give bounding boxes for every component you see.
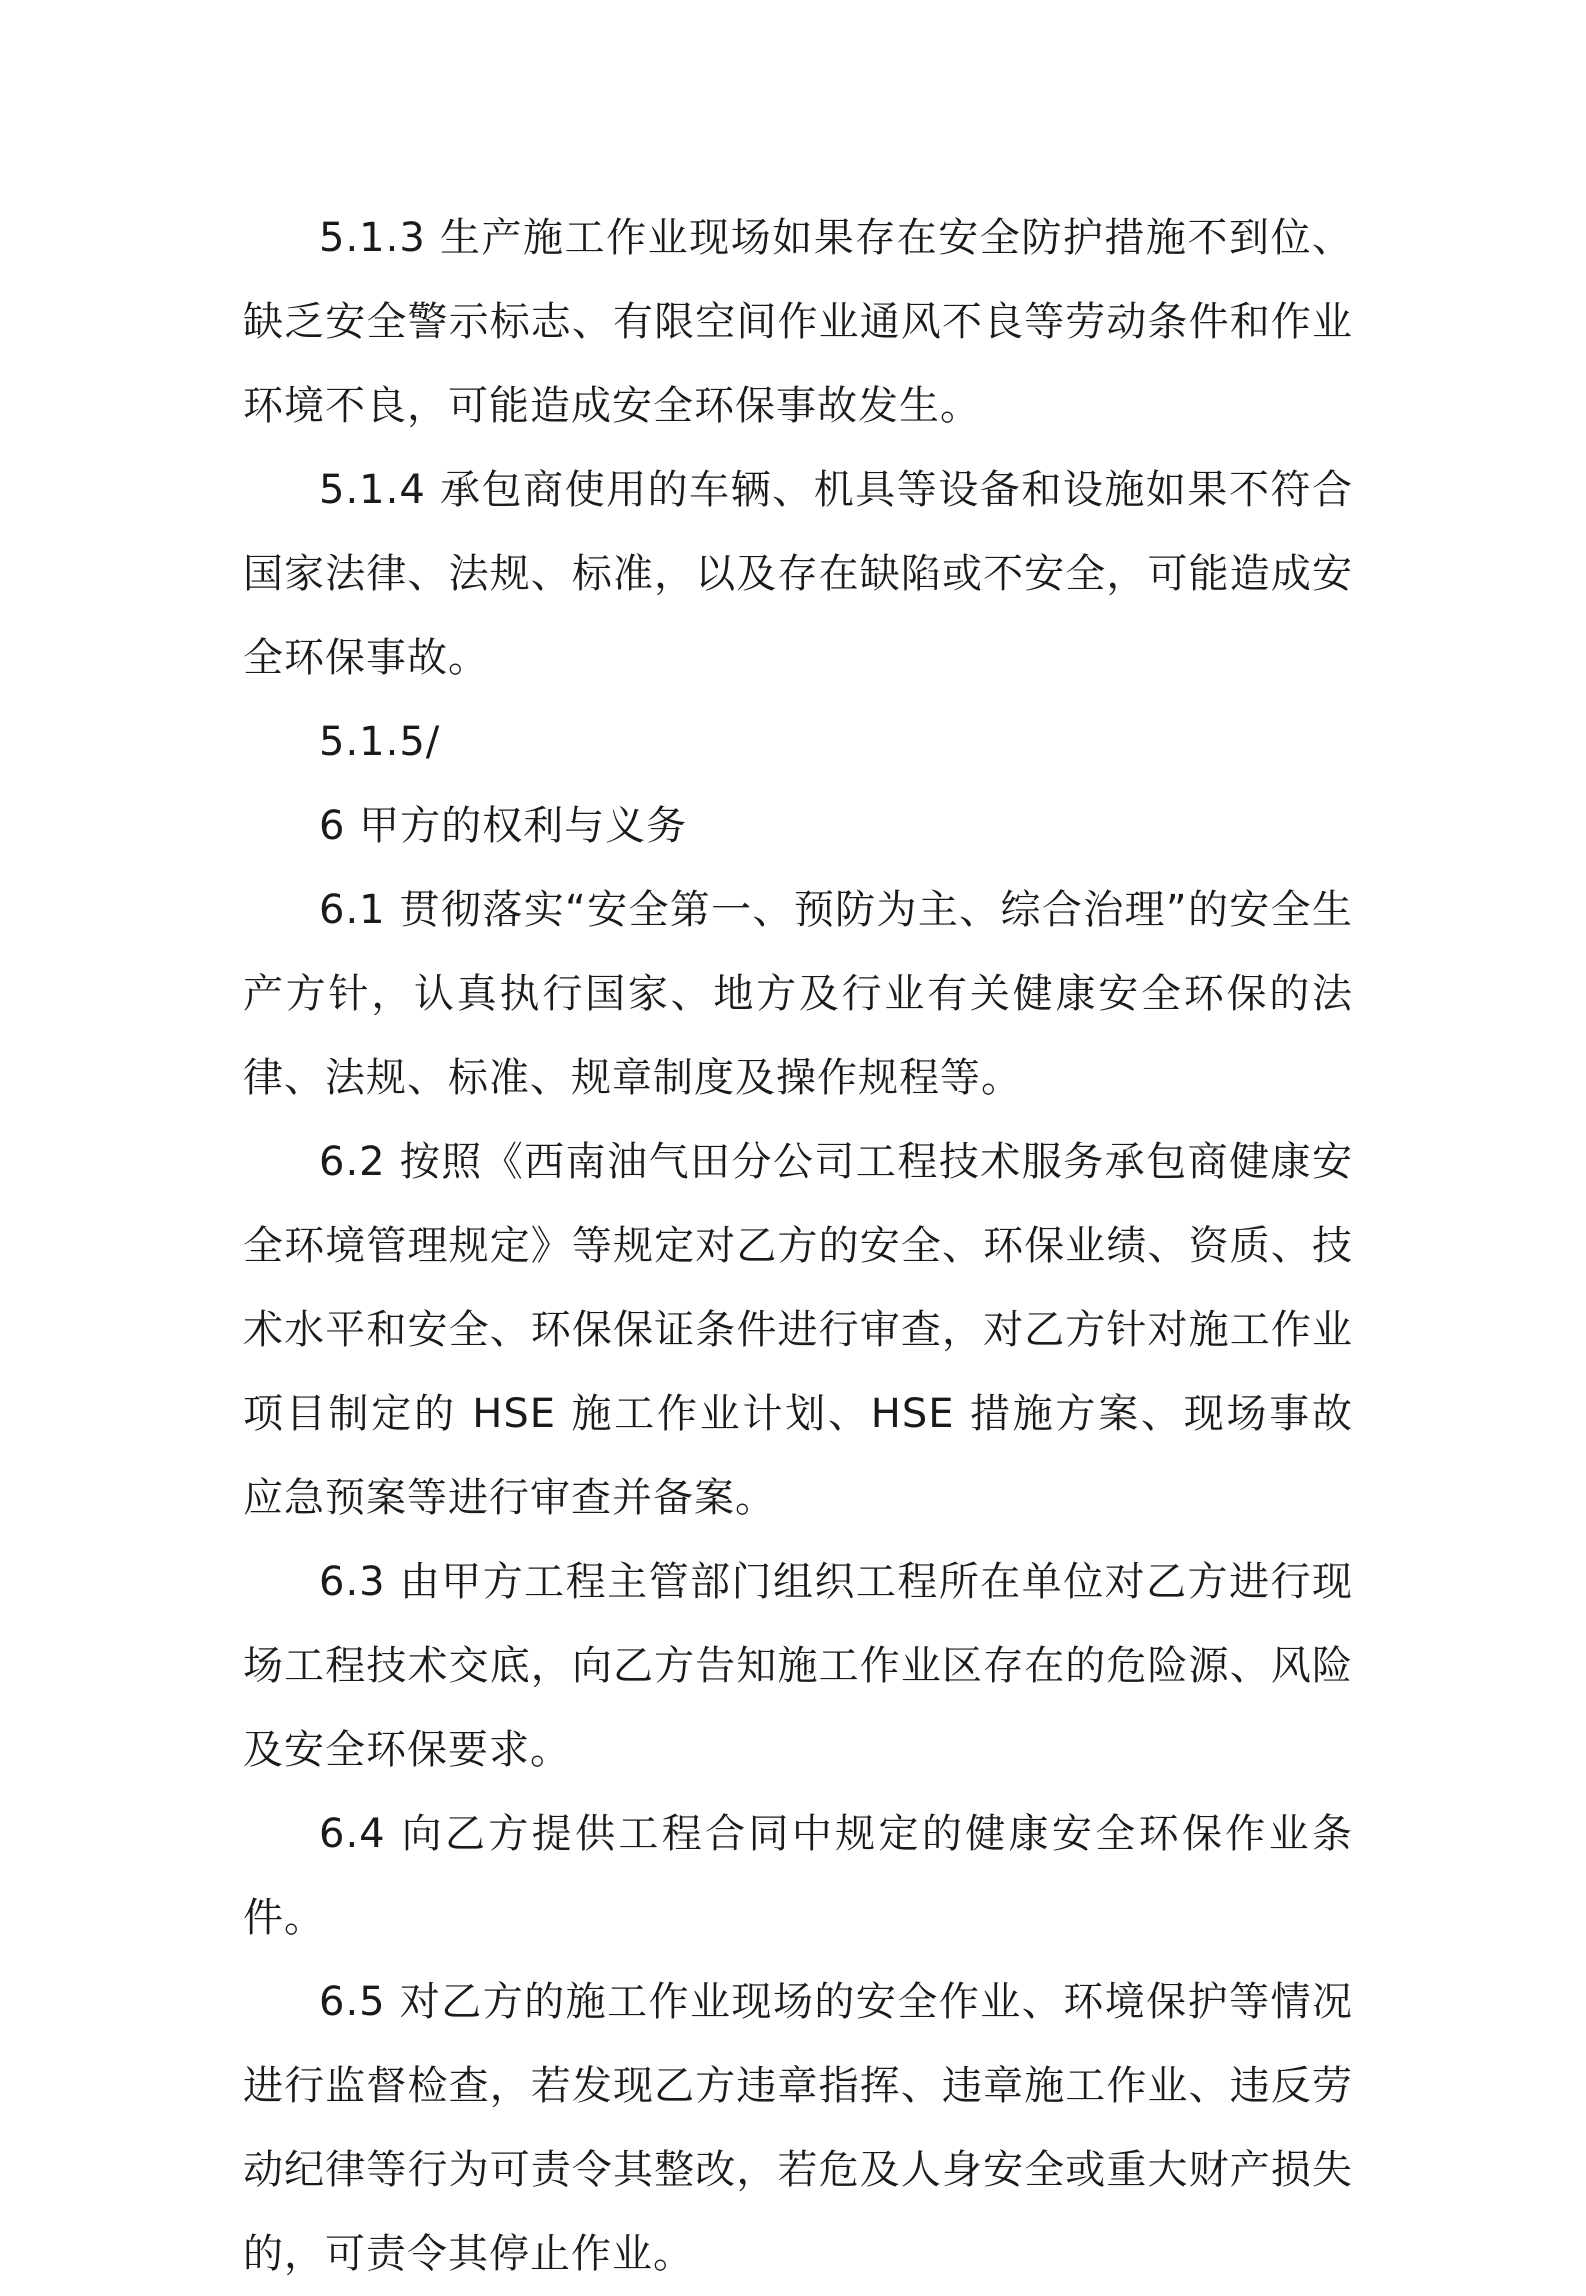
paragraph-6-4: 6.4 向乙方提供工程合同中规定的健康安全环保作业条件。 bbox=[243, 1811, 1353, 1941]
paragraph-6-5: 6.5 对乙方的施工作业现场的安全作业、环境保护等情况进行监督检查，若发现乙方违章指挥、违章施工作业、违反劳动纪律等行为可责令其整改，若危及人身安全或重大财产损失的，可责令其停止作业。 bbox=[243, 1979, 1353, 2277]
section-heading-6: 6 甲方的权利与义务 bbox=[319, 803, 688, 849]
paragraph-5-1-5: 5.1.5/ bbox=[319, 719, 441, 765]
document-body bbox=[243, 196, 1353, 2296]
paragraph-6-3: 6.3 由甲方工程主管部门组织工程所在单位对乙方进行现场工程技术交底，向乙方告知施工作业区存在的危险源、风险及安全环保要求。 bbox=[243, 1559, 1353, 1773]
paragraph-5-1-3: 5.1.3 生产施工作业现场如果存在安全防护措施不到位、缺乏安全警示标志、有限空间作业通风不良等劳动条件和作业环境不良，可能造成安全环保事故发生。 bbox=[243, 215, 1353, 429]
paragraph-6-1: 6.1 贯彻落实“安全第一、预防为主、综合治理”的安全生产方针，认真执行国家、地方及行业有关健康安全环保的法律、法规、标准、规章制度及操作规程等。 bbox=[243, 887, 1353, 1101]
paragraph-5-1-4: 5.1.4 承包商使用的车辆、机具等设备和设施如果不符合国家法律、法规、标准，以及存在缺陷或不安全，可能造成安全环保事故。 bbox=[243, 467, 1353, 681]
paragraph-6-2: 6.2 按照《西南油气田分公司工程技术服务承包商健康安全环境管理规定》等规定对乙方的安全、环保业绩、资质、技术水平和安全、环保保证条件进行审查，对乙方针对施工作业项目制定的 HSE 施工作业计划、HSE 措施方案、现场事故应急预案等进行审查并备案。 bbox=[243, 1139, 1353, 1521]
